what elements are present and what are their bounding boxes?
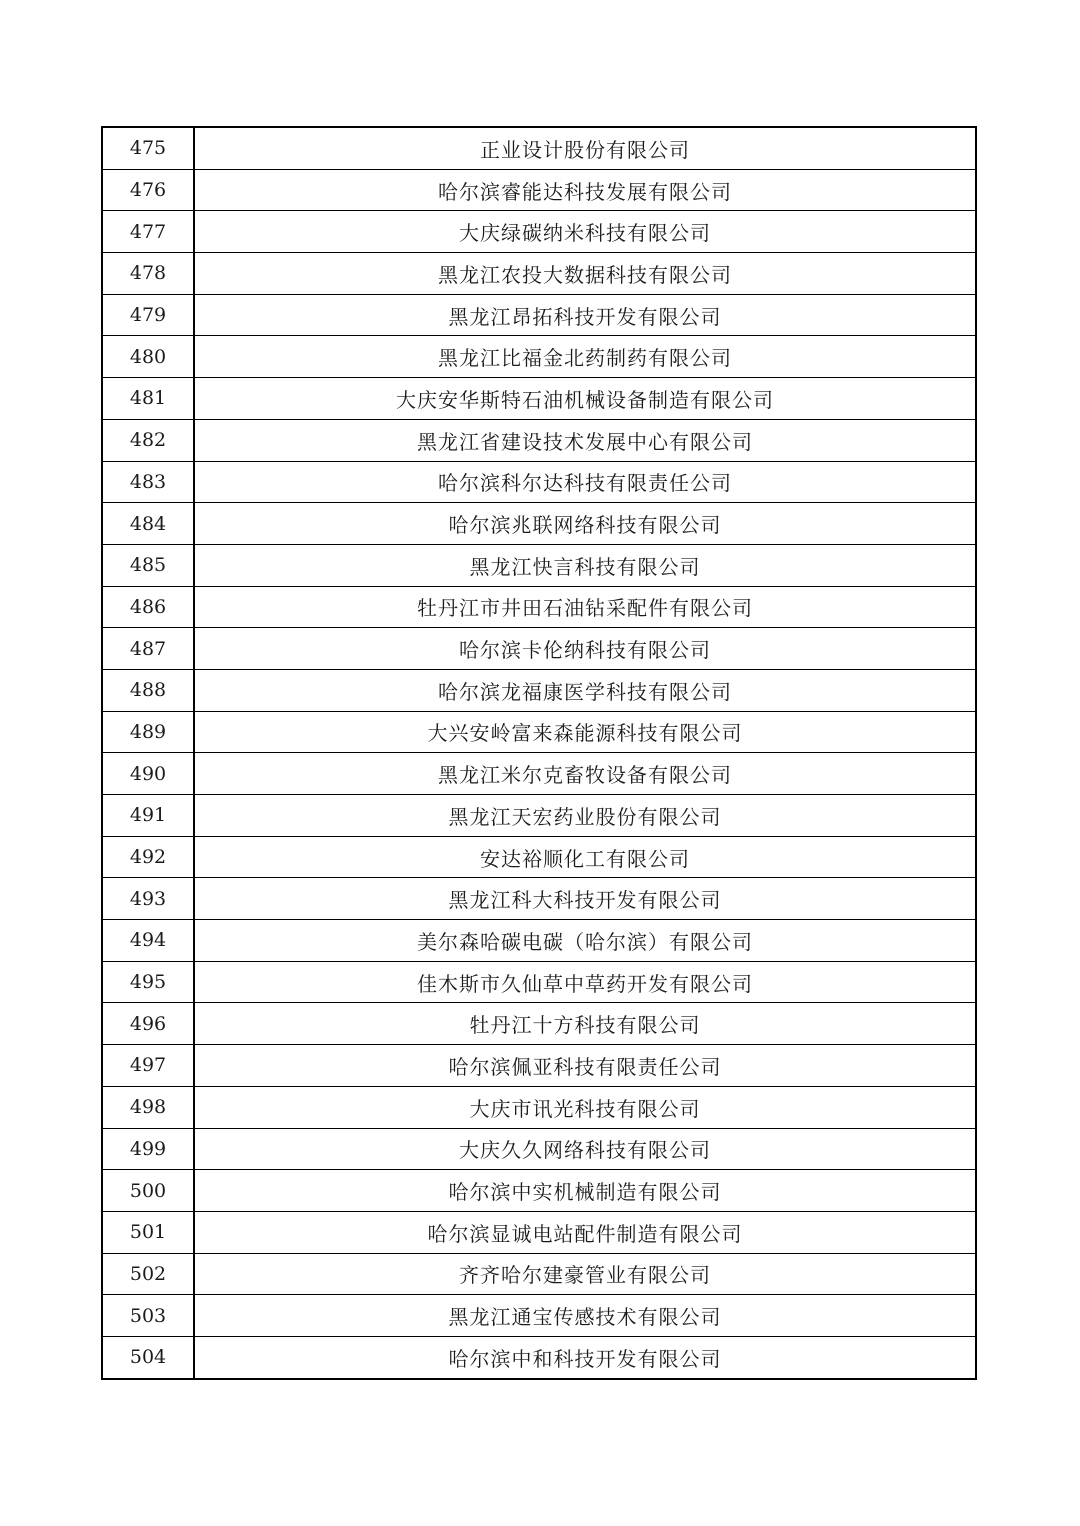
company-name: 哈尔滨兆联网络科技有限公司 [194, 503, 976, 545]
row-number: 480 [102, 336, 194, 378]
row-number: 479 [102, 294, 194, 336]
company-name: 哈尔滨佩亚科技有限责任公司 [194, 1045, 976, 1087]
row-number: 488 [102, 669, 194, 711]
company-name: 黑龙江快言科技有限公司 [194, 544, 976, 586]
table-row [102, 378, 976, 420]
company-name: 哈尔滨中和科技开发有限公司 [194, 1336, 976, 1378]
table-row [102, 628, 976, 670]
company-name: 牡丹江十方科技有限公司 [194, 1003, 976, 1045]
table-row [102, 878, 976, 920]
company-name: 黑龙江米尔克畜牧设备有限公司 [194, 753, 976, 795]
row-number: 489 [102, 711, 194, 753]
row-number: 503 [102, 1295, 194, 1337]
table-row [102, 961, 976, 1003]
table-row [102, 127, 976, 169]
company-name: 哈尔滨显诚电站配件制造有限公司 [194, 1211, 976, 1253]
company-name: 哈尔滨睿能达科技发展有限公司 [194, 169, 976, 211]
company-name: 牡丹江市井田石油钻采配件有限公司 [194, 586, 976, 628]
table-row [102, 1086, 976, 1128]
company-name: 黑龙江比福金北药制药有限公司 [194, 336, 976, 378]
company-name: 黑龙江昂拓科技开发有限公司 [194, 294, 976, 336]
table-row [102, 461, 976, 503]
company-list-body [102, 127, 976, 1379]
row-number: 495 [102, 961, 194, 1003]
table-row [102, 920, 976, 962]
company-name: 哈尔滨卡伦纳科技有限公司 [194, 628, 976, 670]
company-name: 大庆安华斯特石油机械设备制造有限公司 [194, 378, 976, 420]
table-row [102, 169, 976, 211]
row-number: 484 [102, 503, 194, 545]
row-number: 477 [102, 211, 194, 253]
table-row [102, 211, 976, 253]
row-number: 486 [102, 586, 194, 628]
company-name: 哈尔滨中实机械制造有限公司 [194, 1170, 976, 1212]
company-name: 哈尔滨龙福康医学科技有限公司 [194, 669, 976, 711]
company-name: 齐齐哈尔建豪管业有限公司 [194, 1253, 976, 1295]
row-number: 481 [102, 378, 194, 420]
table-row [102, 669, 976, 711]
table-row [102, 1336, 976, 1378]
table-row [102, 836, 976, 878]
row-number: 500 [102, 1170, 194, 1212]
table-row [102, 419, 976, 461]
row-number: 491 [102, 795, 194, 837]
row-number: 476 [102, 169, 194, 211]
table-row [102, 1045, 976, 1087]
row-number: 490 [102, 753, 194, 795]
table-row [102, 336, 976, 378]
company-name: 黑龙江科大科技开发有限公司 [194, 878, 976, 920]
row-number: 496 [102, 1003, 194, 1045]
company-name: 哈尔滨科尔达科技有限责任公司 [194, 461, 976, 503]
table-row [102, 753, 976, 795]
table-row [102, 1128, 976, 1170]
company-name: 美尔森哈碳电碳（哈尔滨）有限公司 [194, 920, 976, 962]
table-row [102, 1295, 976, 1337]
row-number: 501 [102, 1211, 194, 1253]
company-name: 正业设计股份有限公司 [194, 127, 976, 169]
company-name: 黑龙江天宏药业股份有限公司 [194, 795, 976, 837]
table-row [102, 1170, 976, 1212]
row-number: 499 [102, 1128, 194, 1170]
table-row [102, 1211, 976, 1253]
company-list-table [101, 126, 977, 1380]
row-number: 498 [102, 1086, 194, 1128]
row-number: 497 [102, 1045, 194, 1087]
row-number: 485 [102, 544, 194, 586]
row-number: 504 [102, 1336, 194, 1378]
company-name: 黑龙江省建设技术发展中心有限公司 [194, 419, 976, 461]
company-name: 大庆久久网络科技有限公司 [194, 1128, 976, 1170]
company-name: 大庆市讯光科技有限公司 [194, 1086, 976, 1128]
row-number: 483 [102, 461, 194, 503]
table-row [102, 1253, 976, 1295]
row-number: 492 [102, 836, 194, 878]
company-name: 大兴安岭富来森能源科技有限公司 [194, 711, 976, 753]
row-number: 475 [102, 127, 194, 169]
row-number: 502 [102, 1253, 194, 1295]
company-name: 大庆绿碳纳米科技有限公司 [194, 211, 976, 253]
row-number: 482 [102, 419, 194, 461]
table-row [102, 544, 976, 586]
company-name: 佳木斯市久仙草中草药开发有限公司 [194, 961, 976, 1003]
table-row [102, 294, 976, 336]
table-row [102, 1003, 976, 1045]
row-number: 494 [102, 920, 194, 962]
table-row [102, 711, 976, 753]
table-row [102, 503, 976, 545]
table-row [102, 586, 976, 628]
row-number: 487 [102, 628, 194, 670]
table-row [102, 795, 976, 837]
row-number: 493 [102, 878, 194, 920]
row-number: 478 [102, 253, 194, 295]
table-row [102, 253, 976, 295]
company-name: 安达裕顺化工有限公司 [194, 836, 976, 878]
company-name: 黑龙江通宝传感技术有限公司 [194, 1295, 976, 1337]
company-name: 黑龙江农投大数据科技有限公司 [194, 253, 976, 295]
